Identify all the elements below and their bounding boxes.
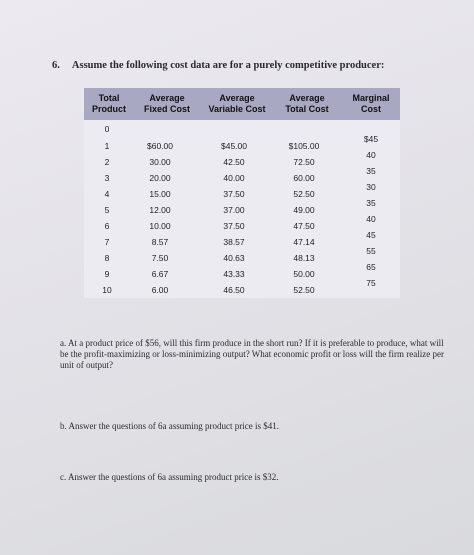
table-row: 0 [104,124,110,134]
header-average-variable-cost: Average Variable Cost [208,93,266,114]
marginal-cost-value: 30 [366,182,376,192]
table-row: 9 6.67 43.33 50.00 [104,269,315,279]
table-header [84,88,400,120]
header-average-fixed-cost: Average Fixed Cost [143,93,190,114]
marginal-cost-value: 65 [366,262,376,272]
marginal-cost-value: $45 [363,134,379,144]
header-average-total-cost: Average Total Cost [285,93,329,114]
marginal-cost-value: 55 [366,246,376,256]
header-total-product: Total Product [91,93,126,114]
question-header [52,60,384,71]
table-body [84,120,400,298]
marginal-cost-value: 35 [366,198,376,208]
question-part-c: c. Answer the questions of 6a assuming product price is $32. [60,472,279,482]
table-row: 1 $60.00 $45.00 $105.00 [104,141,320,151]
cost-table [84,88,400,298]
question-prompt: Assume the following cost data are for a purely competitive producer: [71,60,385,71]
question-part-b: b. Answer the questions of 6a assuming product price is $41. [60,421,279,431]
marginal-cost-value: 40 [366,150,376,160]
table-row: 10 6.00 46.50 52.50 [102,285,315,295]
marginal-cost-column [346,120,396,298]
table-row: 7 8.57 38.57 47.14 [104,237,315,247]
table-row: 6 10.00 37.50 47.50 [104,221,315,231]
table-row: 2 30.00 42.50 72.50 [104,157,315,167]
question-part-a: a. At a product price of $56, will this firm produce in the short run? If it is preferable to produce, what will be the profit-maximizing or loss-minimizing output? What economic profit or loss will the firm realize per unit of output? [60,338,444,370]
marginal-cost-value: 45 [366,230,376,240]
question-number: 6. [52,60,60,71]
marginal-cost-value: 75 [366,278,376,288]
marginal-cost-value: 35 [366,166,376,176]
marginal-cost-value: 40 [366,214,376,224]
table-row: 8 7.50 40.63 48.13 [104,253,315,263]
header-marginal-cost: Marginal Cost [352,93,390,114]
table-row: 5 12.00 37.00 49.00 [104,205,315,215]
table-row: 4 15.00 37.50 52.50 [104,189,315,199]
table-row: 3 20.00 40.00 60.00 [104,173,315,183]
